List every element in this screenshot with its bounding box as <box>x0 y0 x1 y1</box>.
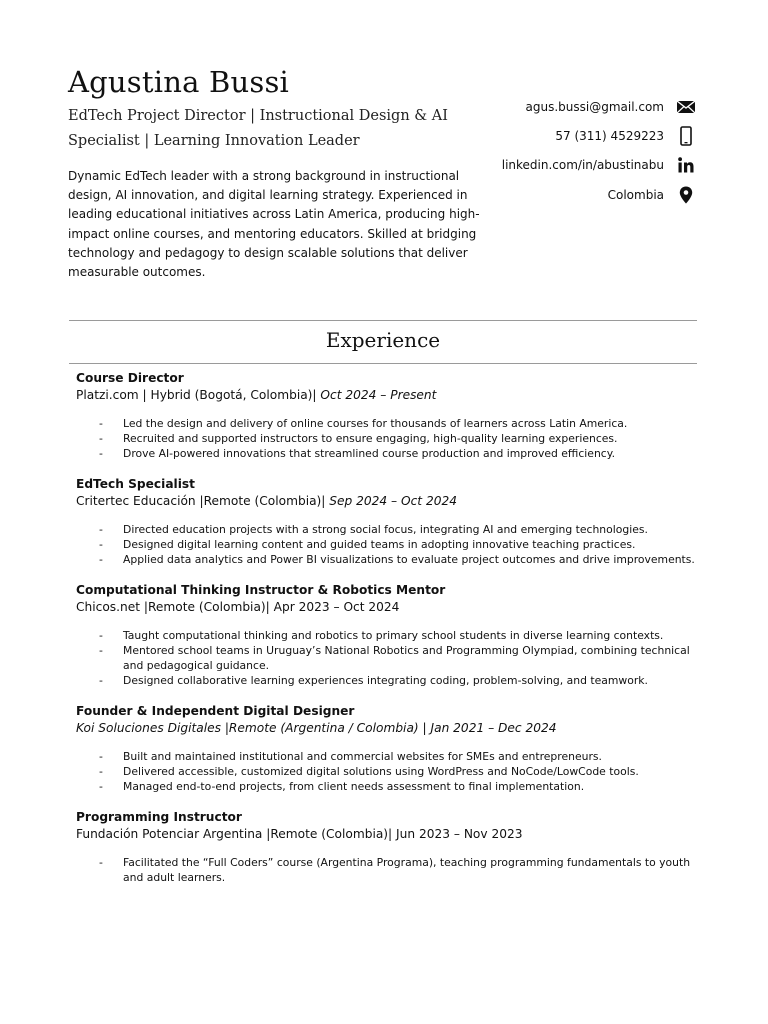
section-title-experience: Experience <box>325 328 441 352</box>
candidate-name: Agustina Bussi <box>68 65 290 99</box>
headline: EdTech Project Director | Instructional Design & AI Specialist | Learning Innovation Leader <box>68 108 448 149</box>
professional-summary: Dynamic EdTech leader with a strong background in instructional design, AI innovation, and digital learning strategy. Experienced in leading educational initiatives across Latin America, producing high-impact online courses, and mentoring educators. Skilled at bridging technology and pedagogy to design scalable solutions that deliver measurable outcomes. <box>68 169 480 280</box>
job-company-location: Chicos.net |Remote (Colombia)| Apr 2023 – Oct 2024 <box>76 600 400 614</box>
job-bullets <box>76 749 701 794</box>
job-entry <box>76 475 701 567</box>
job-title: EdTech Specialist <box>76 477 195 491</box>
job-bullets <box>76 628 701 688</box>
email-text: agus.bussi@gmail.com <box>525 99 664 114</box>
contact-linkedin[interactable] <box>396 151 696 180</box>
bullet-item: - Managed end-to-end projects, from client needs assessment to final implementation. <box>76 779 701 794</box>
job-company-location: Platzi.com | Hybrid (Bogotá, Colombia)| <box>76 388 321 402</box>
contact-phone[interactable] <box>396 121 696 150</box>
contact-info <box>396 92 696 209</box>
experience-list <box>76 369 701 899</box>
bullet-item: - Led the design and delivery of online courses for thousands of learners across Latin America. <box>76 416 701 431</box>
bullet-item: - Delivered accessible, customized digital solutions using WordPress and NoCode/LowCode tools. <box>76 764 701 779</box>
mail-icon <box>676 97 696 117</box>
phone-icon <box>676 126 696 146</box>
job-meta <box>76 387 701 404</box>
job-title: Computational Thinking Instructor & Robotics Mentor <box>76 583 446 597</box>
job-entry <box>76 369 701 461</box>
bullet-item: - Taught computational thinking and robotics to primary school students in diverse learning contexts. <box>76 628 701 643</box>
job-entry <box>76 808 701 885</box>
linkedin-icon <box>676 155 696 175</box>
job-dates: Sep 2024 – Oct 2024 <box>329 494 457 508</box>
bullet-item: - Mentored school teams in Uruguay’s National Robotics and Programming Olympiad, combining technical and pedagogical guidance. <box>76 643 701 673</box>
contact-location <box>396 180 696 209</box>
bullet-item: - Recruited and supported instructors to ensure engaging, high-quality learning experiences. <box>76 431 701 446</box>
job-title: Course Director <box>76 371 184 385</box>
job-company-location: Fundación Potenciar Argentina |Remote (Colombia)| Jun 2023 – Nov 2023 <box>76 827 523 841</box>
bullet-item: - Built and maintained institutional and commercial websites for SMEs and entrepreneurs. <box>76 749 701 764</box>
bullet-item: - Designed collaborative learning experiences integrating coding, problem-solving, and teamwork. <box>76 673 701 688</box>
bullet-item: - Directed education projects with a strong social focus, integrating AI and emerging technologies. <box>76 522 701 537</box>
bullet-item: - Facilitated the “Full Coders” course (Argentina Programa), teaching programming fundamentals to youth and adult learners. <box>76 855 701 885</box>
job-entry <box>76 581 701 688</box>
job-entry <box>76 702 701 794</box>
job-meta <box>76 599 701 616</box>
location-pin-icon <box>676 185 696 205</box>
job-bullets <box>76 855 701 885</box>
job-dates: Koi Soluciones Digitales |Remote (Argentina / Colombia) | Jan 2021 – Dec 2024 <box>76 721 557 735</box>
job-meta <box>76 826 701 843</box>
bullet-item: - Drove AI-powered innovations that streamlined course production and improved efficiency. <box>76 446 701 461</box>
job-title: Founder & Independent Digital Designer <box>76 704 355 718</box>
job-meta <box>76 720 701 737</box>
job-bullets <box>76 522 701 567</box>
bullet-item: - Applied data analytics and Power BI visualizations to evaluate project outcomes and drive improvements. <box>76 552 701 567</box>
job-bullets <box>76 416 701 461</box>
phone-text: 57 (311) 4529223 <box>555 128 664 143</box>
contact-email[interactable] <box>396 92 696 121</box>
linkedin-text: linkedin.com/in/abustinabu <box>501 158 664 173</box>
job-company-location: Critertec Educación |Remote (Colombia)| <box>76 494 330 508</box>
location-text: Colombia <box>607 187 664 202</box>
job-title: Programming Instructor <box>76 810 242 824</box>
job-dates: Oct 2024 – Present <box>320 388 437 402</box>
bullet-item: - Designed digital learning content and guided teams in adopting innovative teaching practices. <box>76 537 701 552</box>
section-divider-top <box>69 320 697 321</box>
job-meta <box>76 493 701 510</box>
section-divider-bottom <box>69 363 697 364</box>
